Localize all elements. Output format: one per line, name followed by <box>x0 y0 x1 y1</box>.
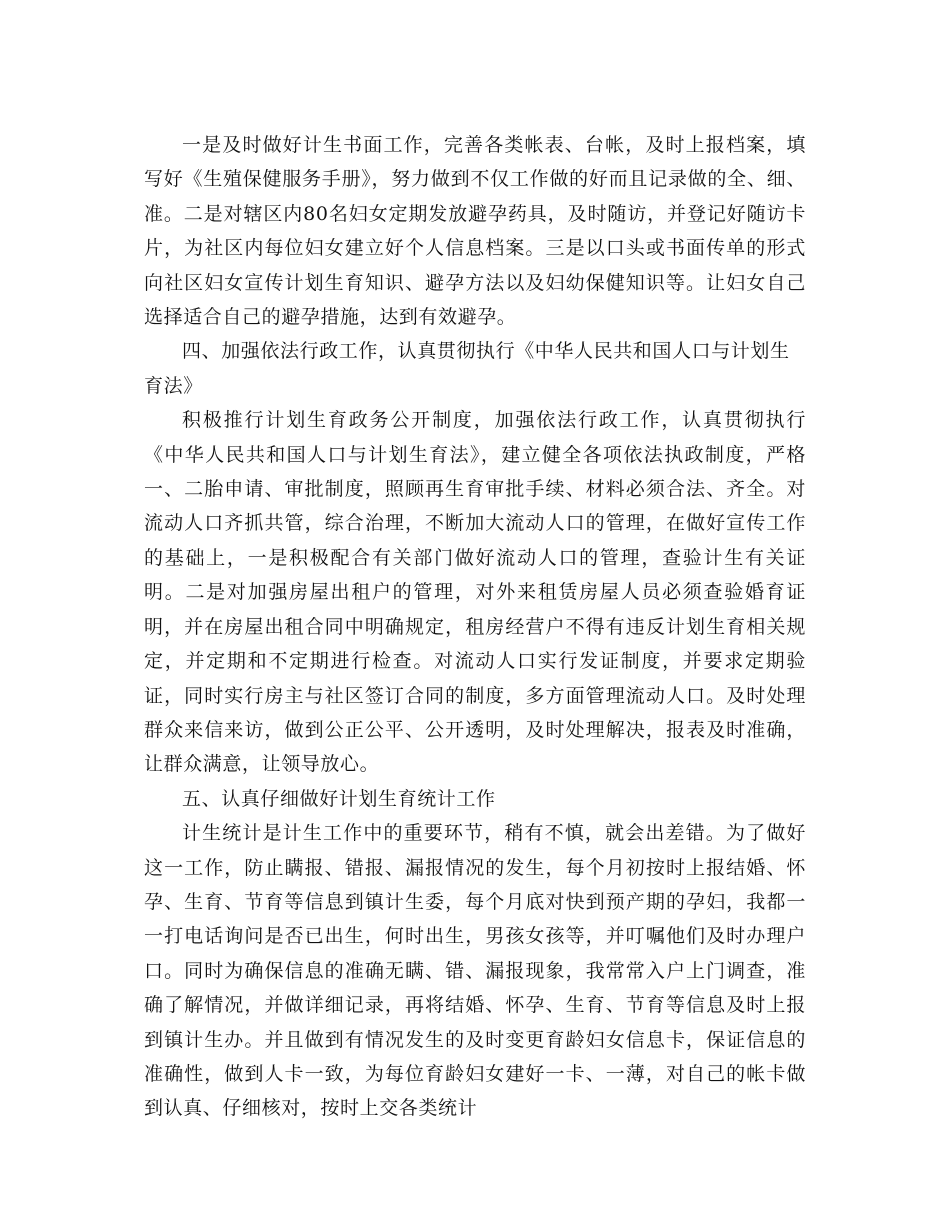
section-heading-law-enforcement: 四、加强依法行政工作，认真贯彻执行《中华人民共和国人口与计划生育法》 <box>144 340 790 397</box>
section-heading-statistics: 五、认真仔细做好计划生育统计工作 <box>182 787 496 810</box>
document-page <box>144 128 806 1126</box>
paragraph-records-and-contraception: 一是及时做好计生书面工作，完善各类帐表、台帐，及时上报档案，填写好《生殖保健服务手册》，努力做到不仅工作做的好而且记录做的全、细、准。二是对辖区内80名妇女定期发放避孕药具，及时随访，并登记好随访卡片，为社区内每位妇女建立好个人信息档案。三是以口头或书面传单的形式向社区妇女宣传计划生育知识、避孕方法以及妇幼保健知识等。让妇女自己选择适合自己的避孕措施，达到有效避孕。 <box>144 134 806 329</box>
paragraph-law-enforcement: 积极推行计划生育政务公开制度，加强依法行政工作，认真贯彻执行《中华人民共和国人口与计划生育法》，建立健全各项依法执政制度，严格一、二胎申请、审批制度，照顾再生育审批手续、材料必须合法、齐全。对流动人口齐抓共管，综合治理，不断加大流动人口的管理，在做好宣传工作的基础上，一是积极配合有关部门做好流动人口的管理，查验计生有关证明。二是对加强房屋出租户的管理，对外来租赁房屋人员必须查验婚育证明，并在房屋出租合同中明确规定，租房经营户不得有违反计划生育相关规定，并定期和不定期进行检查。对流动人口实行发证制度，并要求定期验证，同时实行房主与社区签订合同的制度，多方面管理流动人口。及时处理群众来信来访，做到公正公平、公开透明，及时处理解决，报表及时准确，让群众满意，让领导放心。 <box>144 409 806 776</box>
paragraph-statistics: 计生统计是计生工作中的重要环节，稍有不慎，就会出差错。为了做好这一工作，防止瞒报、错报、漏报情况的发生，每个月初按时上报结婚、怀孕、生育、节育等信息到镇计生委，每个月底对快到预产期的孕妇，我都一一打电话询问是否已出生，何时出生，男孩女孩等，并叮嘱他们及时办理户口。同时为确保信息的准确无瞒、错、漏报现象，我常常入户上门调查，准确了解情况，并做详细记录，再将结婚、怀孕、生育、节育等信息及时上报到镇计生办。并且做到有情况发生的及时变更育龄妇女信息卡，保证信息的准确性，做到人卡一致，为每位育龄妇女建好一卡、一薄，对自己的帐卡做到认真、仔细核对，按时上交各类统计 <box>144 822 806 1120</box>
